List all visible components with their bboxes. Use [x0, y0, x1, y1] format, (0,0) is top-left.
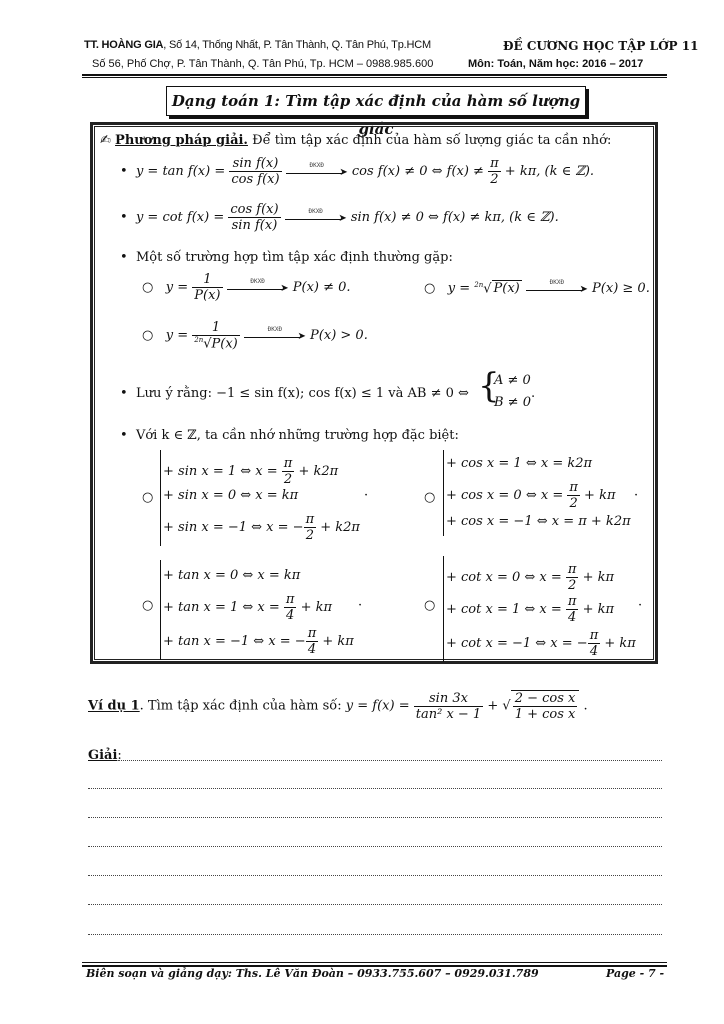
example-plus: +	[487, 698, 499, 714]
cot1-den: 2	[568, 578, 577, 593]
sin3-num: π	[305, 512, 315, 527]
cos2-text: + cos x = 0 ⇔ x =	[446, 488, 564, 503]
sin3-den: 2	[305, 528, 314, 543]
bullet-icon: •	[120, 250, 128, 265]
solution-colon: :	[117, 748, 122, 763]
arrow-label: ĐKXĐ	[267, 325, 283, 333]
writing-hand-icon: ✍	[100, 133, 111, 148]
implies-arrow-icon: ĐKXĐ ➤	[244, 329, 306, 343]
cot-block-bar	[443, 556, 444, 662]
common-cases	[120, 250, 453, 265]
tan3-fraction	[306, 626, 319, 657]
pi-denominator: 2	[490, 172, 499, 187]
case2-root: $^{2n}$√ P(x)	[474, 281, 520, 297]
rule-tan-lhs: y = tan f(x) =	[135, 164, 226, 179]
note	[120, 386, 469, 401]
case3-radicand: P(x)	[211, 336, 238, 352]
tan2-num: π	[285, 592, 295, 607]
case2-root-index: 2n	[474, 281, 484, 289]
common-cases-text: Một số trường hợp tìm tập xác định thường gặp:	[135, 250, 453, 265]
tan-block-bar	[160, 560, 161, 660]
left-brace-icon: {	[478, 366, 500, 406]
cos2-tail: + kπ	[584, 488, 616, 503]
note-text: Lưu ý rằng: −1 ≤ sin f(x); cos f(x) ≤ 1 và AB ≠ 0 ⇔	[135, 386, 469, 401]
special-intro: Với k ∈ ℤ, ta cần nhớ những trường hợp đặc biệt:	[135, 428, 459, 443]
sin-case-2: + sin x = 0 ⇔ x = kπ	[163, 488, 299, 503]
tan2-text: + tan x = 1 ⇔ x =	[163, 600, 280, 615]
arrow-label: ĐKXĐ	[309, 161, 324, 169]
cos-case-3: + cos x = −1 ⇔ x = π + k2π	[446, 514, 631, 529]
bullet-icon: •	[120, 210, 128, 225]
case2-lhs: y =	[447, 281, 471, 297]
footer-page: Page - 7 -	[606, 967, 665, 980]
special-cases	[120, 428, 459, 443]
rule-cot-lhs: y = cot f(x) =	[135, 210, 225, 225]
case3-numerator: 1	[192, 320, 240, 336]
implies-arrow-icon: ĐKXĐ ➤	[227, 281, 289, 295]
method-intro: Để tìm tập xác định của hàm số lượng giác ta cần nhớ:	[252, 133, 612, 148]
tan3-tail: + kπ	[322, 634, 354, 649]
cos2-den: 2	[569, 496, 578, 511]
cot2-fraction	[566, 594, 579, 625]
sin3-tail: + k2π	[320, 520, 360, 535]
case3-lhs: y =	[165, 328, 189, 344]
rule-cot-fraction	[228, 202, 280, 233]
answer-line[interactable]	[88, 934, 662, 935]
circle-bullet-icon: ○	[424, 490, 436, 505]
answer-line[interactable]	[88, 846, 662, 847]
case3-rhs: P(x) > 0.	[310, 328, 368, 344]
header-rule	[82, 74, 667, 76]
circle-bullet-icon: ○	[424, 281, 436, 297]
cot1-fraction	[566, 562, 579, 593]
bullet-icon: •	[120, 386, 128, 401]
sin-case-1	[163, 456, 338, 487]
tan-block-period: ·	[358, 598, 363, 613]
example-1	[88, 690, 588, 722]
cot2-text: + cot x = 1 ⇔ x =	[446, 602, 562, 617]
case3-root-index: 2n	[194, 336, 204, 344]
circle-bullet-icon: ○	[424, 598, 436, 613]
method-label: Phương pháp giải.	[115, 133, 248, 148]
header-doc-title: ĐỀ CƯƠNG HỌC TẬP LỚP 11	[503, 39, 699, 53]
cot3-fraction	[588, 628, 601, 659]
implies-arrow-icon: ĐKXĐ ➤	[526, 282, 588, 296]
case-root	[424, 278, 650, 297]
circle-bullet-icon: ○	[142, 328, 154, 344]
example-text: . Tìm tập xác định của hàm số:	[139, 698, 342, 714]
cot3-tail: + kπ	[604, 636, 636, 651]
bullet-icon: •	[120, 164, 128, 179]
cos-block-bar	[443, 450, 444, 536]
cot3-text: + cot x = −1 ⇔ x = −	[446, 636, 588, 651]
answer-line[interactable]	[88, 788, 662, 789]
example-fraction-2	[511, 690, 580, 722]
note-system-1: A ≠ 0	[494, 373, 531, 388]
circle-bullet-icon: ○	[142, 490, 154, 505]
case3-fraction	[192, 320, 240, 351]
example-func: y = f(x) =	[345, 698, 410, 714]
cos-case-1: + cos x = 1 ⇔ x = k2π	[446, 456, 593, 471]
case1-rhs: P(x) ≠ 0.	[292, 280, 351, 295]
case1-lhs: y =	[165, 280, 189, 295]
method-heading	[100, 133, 611, 148]
example-den2: 1 + cos x	[514, 707, 576, 722]
sin1-fraction	[282, 456, 295, 487]
header-address2: Số 56, Phố Chợ, P. Tân Thành, Q. Tân Phú, Tp. HCM – 0988.985.600	[92, 58, 434, 70]
tan3-num: π	[307, 626, 317, 641]
rule-tan-fraction	[229, 156, 281, 187]
answer-line[interactable]	[88, 904, 662, 905]
header-center-name: TT. HOÀNG GIA	[84, 39, 164, 51]
cot-case-1	[446, 562, 614, 593]
cos2-num: π	[569, 480, 578, 495]
case-fraction	[142, 272, 351, 303]
footer-author: Biên soạn và giảng dạy: Ths. Lê Văn Đoàn – 0933.755.607 – 0929.031.789	[86, 967, 539, 980]
cot2-tail: + kπ	[582, 602, 615, 617]
circle-bullet-icon: ○	[142, 598, 154, 613]
tan3-den: 4	[307, 642, 317, 657]
arrow-label: ĐKXĐ	[549, 278, 565, 286]
sin1-den: 2	[283, 472, 293, 487]
header-address1: , Số 14, Thống Nhất, P. Tân Thành, Q. Tân Phú, Tp.HCM	[163, 39, 431, 51]
cot-block-period: ·	[638, 598, 643, 613]
tan-case-1: + tan x = 0 ⇔ x = kπ	[163, 568, 301, 583]
rule-cot-rhs: sin f(x) ≠ 0 ⇔ f(x) ≠ kπ, (k ∈ ℤ).	[350, 210, 559, 225]
rule-tan-rhs1: cos f(x) ≠ 0 ⇔ f(x) ≠	[351, 164, 484, 179]
solution-label: Giải	[88, 748, 118, 763]
cot1-num: π	[567, 562, 577, 577]
arrow-label: ĐKXĐ	[308, 207, 323, 215]
answer-line[interactable]	[118, 760, 662, 761]
rule-tan	[120, 156, 594, 187]
rule-tan-denominator: cos f(x)	[231, 172, 280, 187]
tan-case-3	[163, 626, 354, 657]
example-num1: sin 3x	[414, 691, 483, 707]
rule-tan-pi-fraction	[488, 156, 501, 187]
sin3-fraction	[304, 512, 317, 543]
header-rule-thin	[82, 77, 667, 78]
case-root-fraction	[142, 320, 368, 351]
case2-rhs: P(x) ≥ 0.	[592, 281, 650, 297]
sin3-text: + sin x = −1 ⇔ x = −	[163, 520, 304, 535]
cos2-fraction	[567, 480, 580, 511]
tan-case-2	[163, 592, 332, 623]
case1-denominator: P(x)	[194, 288, 221, 303]
answer-line[interactable]	[88, 817, 662, 818]
tan2-den: 4	[286, 608, 295, 623]
pi-numerator: π	[490, 156, 499, 171]
arrow-label: ĐKXĐ	[250, 277, 265, 285]
sin1-tail: + k2π	[298, 464, 339, 479]
tan2-fraction	[284, 592, 297, 623]
solution-heading	[88, 748, 122, 763]
cot1-text: + cot x = 0 ⇔ x =	[446, 570, 562, 585]
example-den1: tan² x − 1	[415, 706, 482, 722]
implies-arrow-icon: ĐKXĐ ➤	[286, 165, 348, 179]
sin-block-period: ·	[364, 488, 369, 503]
header-subject: Môn: Toán, Năm học: 2016 – 2017	[468, 58, 644, 70]
example-label: Ví dụ 1	[88, 698, 140, 714]
rule-tan-rhs2: + kπ, (k ∈ ℤ).	[504, 164, 595, 179]
implies-arrow-icon: ĐKXĐ ➤	[285, 211, 347, 225]
case2-radicand: P(x)	[493, 281, 520, 297]
rule-cot-numerator: cos f(x)	[230, 202, 279, 217]
case1-numerator: 1	[192, 272, 222, 288]
section-title: Dạng toán 1: Tìm tập xác định của hàm số lượng giác	[166, 86, 586, 116]
rule-cot	[120, 202, 559, 233]
sin1-num: π	[283, 456, 293, 471]
example-fraction-1	[414, 691, 483, 722]
cos-case-2	[446, 480, 616, 511]
rule-tan-numerator: sin f(x)	[229, 156, 281, 172]
note-period: .	[531, 386, 536, 401]
sin-block-bar	[160, 450, 161, 546]
example-root: √ $\frac{\text{2 − cos x}}{\text{1 + cos x}}$	[502, 690, 579, 722]
sin-case-3	[163, 512, 360, 543]
circle-bullet-icon: ○	[142, 280, 154, 295]
cot3-num: π	[589, 628, 599, 643]
case3-denominator: $^{2n}$√P(x)	[194, 336, 238, 352]
note-system-2: B ≠ 0	[494, 395, 531, 410]
bullet-icon: •	[120, 428, 128, 443]
case1-fraction	[192, 272, 222, 303]
tan3-text: + tan x = −1 ⇔ x = −	[163, 634, 306, 649]
tan2-tail: + kπ	[300, 600, 333, 615]
rule-cot-denominator: sin f(x)	[231, 218, 278, 233]
cot2-den: 4	[568, 610, 577, 625]
footer-rule	[82, 962, 667, 963]
cot-case-3	[446, 628, 636, 659]
cot-case-2	[446, 594, 614, 625]
cot3-den: 4	[589, 644, 599, 659]
example-num2: 2 − cos x	[514, 691, 576, 706]
sin1-text: + sin x = 1 ⇔ x =	[163, 464, 278, 479]
cot2-num: π	[567, 594, 577, 609]
example-period: .	[583, 698, 588, 714]
cot1-tail: + kπ	[582, 570, 615, 585]
answer-line[interactable]	[88, 875, 662, 876]
header-center-line	[84, 39, 431, 51]
cos-block-period: ·	[634, 488, 639, 503]
